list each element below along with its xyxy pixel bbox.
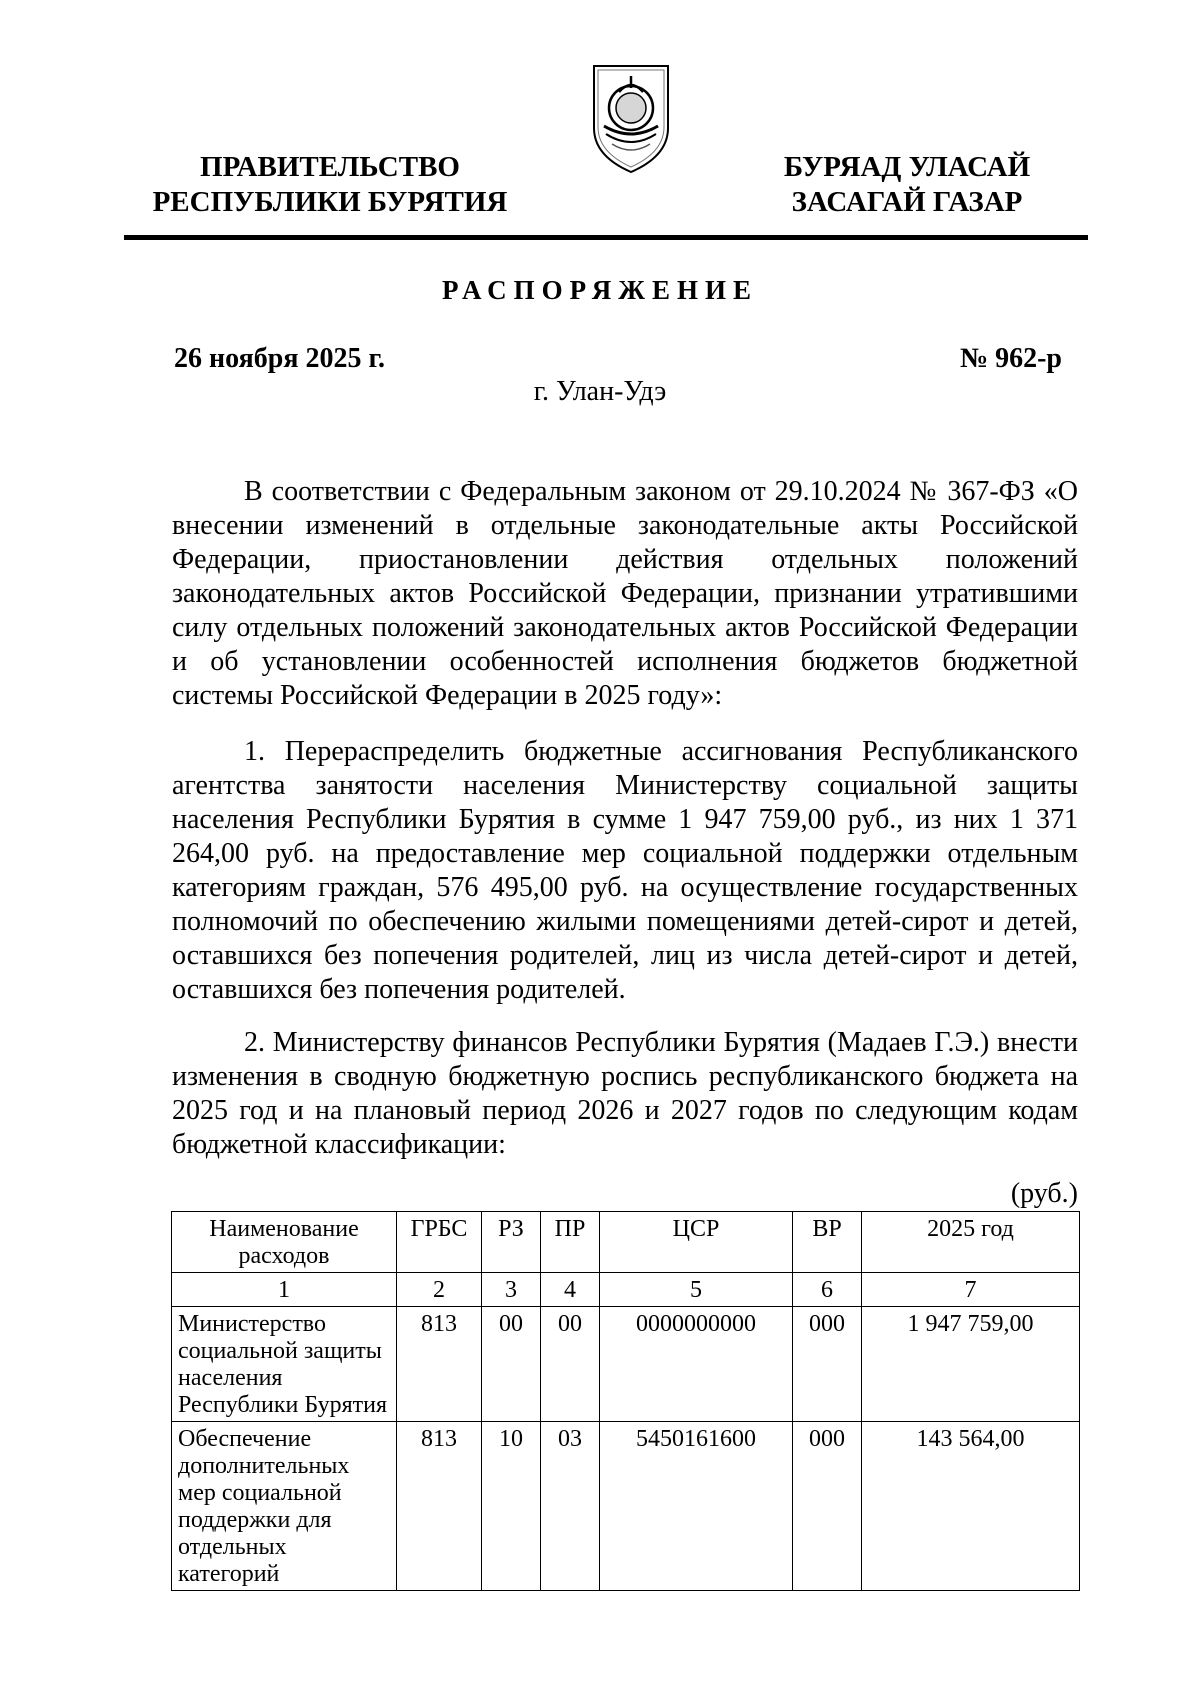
org-name-right-line2: ЗАСАГАЙ ГАЗАР (791, 186, 1023, 218)
org-name-left-line1: ПРАВИТЕЛЬСТВО (200, 151, 460, 183)
table-unit: (руб.) (1010, 1178, 1078, 1209)
row-grbs: 813 (397, 1422, 482, 1591)
row-amount: 1 947 759,00 (862, 1307, 1080, 1422)
document-title: РАСПОРЯЖЕНИЕ (441, 275, 759, 305)
org-name-right (722, 150, 1092, 220)
org-name-left (150, 150, 510, 220)
header-divider (124, 235, 1088, 240)
row-csr: 0000000000 (600, 1307, 793, 1422)
org-name-left-line2: РЕСПУБЛИКИ БУРЯТИЯ (152, 186, 508, 218)
row-name: Обеспечение дополнительных мер социальной поддержки для отдельных категорий (172, 1422, 397, 1591)
column-number-row (172, 1273, 1080, 1307)
coat-of-arms-icon (588, 58, 674, 176)
col-header-pr: ПР (541, 1212, 600, 1273)
col-header-csr: ЦСР (600, 1212, 793, 1273)
table-header-row (172, 1212, 1080, 1273)
org-name-right-line1: БУРЯАД УЛАСАЙ (783, 151, 1031, 183)
item2-paragraph: 2. Министерству финансов Республики Бурятия (Мадаев Г.Э.) внести изменения в сводную бюджетную роспись республиканского бюджета на 2025 год и на плановый период 2026 и 2027 годов по следующим кодам бюджетной классификации: (172, 1027, 1078, 1160)
row-grbs: 813 (397, 1307, 482, 1422)
row-csr: 5450161600 (600, 1422, 793, 1591)
row-name: Министерство социальной защиты населения Республики Бурятия (172, 1307, 397, 1422)
col-number: 5 (600, 1273, 793, 1307)
row-vr: 000 (793, 1422, 862, 1591)
document-city: г. Улан-Удэ (533, 376, 667, 407)
col-number: 4 (541, 1273, 600, 1307)
document-number: № 962-р (959, 343, 1062, 374)
col-number: 7 (862, 1273, 1080, 1307)
table-row (172, 1307, 1080, 1422)
row-pr: 03 (541, 1422, 600, 1591)
table-row (172, 1422, 1080, 1591)
col-header-vr: ВР (793, 1212, 862, 1273)
col-number: 3 (482, 1273, 541, 1307)
item1-paragraph: 1. Перераспределить бюджетные ассигнования Республиканского агентства занятости населения Министерству социальной защиты населения Республики Бурятия в сумме 1 947 759,00 руб., из них 1 371 264,00 руб. на предоставление мер социальной поддержки отдельным категориям граждан, 576 495,00 руб. на осуществление государственных полномочий по обеспечению жилыми помещениями детей-сирот и детей, оставшихся без попечения родителей, лиц из числа детей-сирот и детей, оставшихся без попечения родителей. (172, 736, 1078, 1005)
col-header-name: Наименование расходов (172, 1212, 397, 1273)
col-number: 1 (172, 1273, 397, 1307)
document-date: 26 ноября 2025 г. (174, 343, 386, 374)
row-rz: 00 (482, 1307, 541, 1422)
col-number: 6 (793, 1273, 862, 1307)
row-vr: 000 (793, 1307, 862, 1422)
row-pr: 00 (541, 1307, 600, 1422)
row-rz: 10 (482, 1422, 541, 1591)
col-header-year: 2025 год (862, 1212, 1080, 1273)
col-number: 2 (397, 1273, 482, 1307)
budget-table (171, 1211, 1080, 1591)
col-header-rz: РЗ (482, 1212, 541, 1273)
preamble-paragraph: В соответствии с Федеральным законом от 29.10.2024 № 367-ФЗ «О внесении изменений в отдельные законодательные акты Российской Федерации, приостановлении действия отдельных положений законодательных актов Российской Федерации, признании утратившими силу отдельных положений законодательных актов Российской Федерации и об установлении особенностей исполнения бюджетов бюджетной системы Российской Федерации в 2025 году»: (172, 476, 1078, 711)
row-amount: 143 564,00 (862, 1422, 1080, 1591)
col-header-grbs: ГРБС (397, 1212, 482, 1273)
